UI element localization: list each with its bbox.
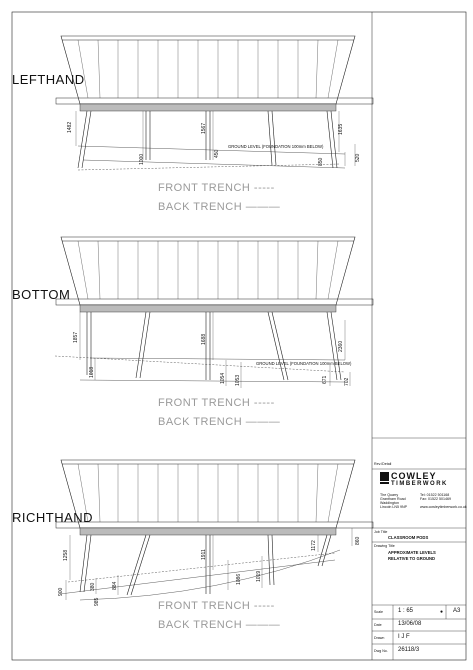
date-value: 13/06/08 (398, 621, 422, 627)
contact-line: Fax: 01522 501469 (420, 497, 451, 501)
scale-label: Scale (374, 610, 383, 614)
ground-level-line (90, 358, 345, 360)
date-label: Date (374, 623, 382, 627)
job-title-label: Job Title (374, 530, 388, 534)
dim-label: 1000 (139, 153, 145, 165)
dim-label: 1054 (220, 372, 226, 384)
dim-label: 1019 (256, 570, 262, 582)
dim-label: 1857 (73, 331, 79, 343)
dim-label: 900 (58, 587, 64, 596)
legend-back-trench: BACK TRENCH ——— (158, 416, 281, 428)
cladding-slats (78, 40, 338, 98)
dwg-value: 26118/3 (398, 647, 420, 653)
back-trench-line (80, 380, 345, 382)
legend-front-trench: FRONT TRENCH ----- (158, 397, 275, 409)
dim-label: 380 (90, 582, 96, 591)
dim-label: 1567 (201, 122, 207, 134)
dim-label: 1053 (235, 374, 241, 386)
dim-label: 520 (355, 153, 361, 162)
legend-back-trench: BACK TRENCH ——— (158, 201, 281, 213)
dimension-lines (66, 528, 352, 600)
pod-roof-outline (61, 36, 355, 104)
back-trench-line (83, 160, 345, 168)
cladding-slats (78, 464, 338, 522)
address-line: Lincoln LN5 9NP (380, 505, 407, 509)
dim-label: 2360 (338, 340, 344, 352)
dim-label: 1018 (89, 366, 95, 378)
dim-label: 1258 (63, 549, 69, 561)
dim-label: 1172 (311, 540, 317, 551)
support-legs (78, 111, 337, 168)
legend-front-trench: FRONT TRENCH ----- (158, 182, 275, 194)
pod-roof-outline (61, 237, 355, 305)
drawing-title-2: RELATIVE TO GROUND (388, 556, 436, 561)
dim-label: 1086 (236, 573, 242, 585)
dim-label: 1482 (67, 121, 73, 133)
dim-label: 985 (94, 597, 100, 606)
sheet-size-icon: ● (440, 609, 444, 615)
drawn-value: I J F (398, 634, 410, 640)
sheet-size-value: A3 (453, 608, 461, 614)
dim-label: 860 (355, 536, 361, 545)
dwg-label: Dwg No. (374, 649, 388, 653)
view-bottom (55, 237, 373, 388)
floor-deck (56, 299, 373, 305)
dim-label: 1688 (201, 333, 207, 345)
view-title-richthand: RICHTHAND (12, 510, 94, 525)
dim-label: 884 (112, 581, 118, 590)
drawing-title-1: APPROXIMATE LEVELS (388, 550, 436, 555)
ground-level-note: GROUND LEVEL (FOUNDATION 100mm BELOW) (256, 361, 352, 366)
support-legs (87, 312, 341, 380)
view-richthand (56, 460, 373, 606)
legend-back-trench: BACK TRENCH ——— (158, 619, 281, 631)
contact-line: www.cowleytimberwork.co.uk (420, 505, 467, 509)
rev-label: Rev./Detail (374, 462, 392, 466)
cladding-slats (78, 241, 338, 299)
cowley-logo (380, 472, 389, 484)
dim-label: 1635 (338, 123, 344, 135)
company-name: COWLEY (391, 471, 437, 481)
drawing-title-label: Drawing Title (374, 544, 395, 548)
job-title: CLASSROOM PODS (388, 535, 429, 540)
address-line: Grantham Road (380, 497, 406, 501)
dim-label: 850 (318, 157, 324, 166)
pod-roof-outline (61, 460, 355, 528)
dim-label: 1911 (201, 549, 207, 560)
address-line: Waddington (380, 501, 400, 505)
address-line: The Quarry (380, 493, 399, 497)
drawn-label: Drawn (374, 636, 385, 640)
front-trench-line (78, 164, 340, 170)
ground-level-line (60, 560, 335, 594)
dim-label: 450 (214, 149, 220, 158)
company-name-2: TIMBERWORK (391, 481, 448, 487)
view-title-bottom: BOTTOM (12, 287, 71, 302)
legend-front-trench: FRONT TRENCH ----- (158, 600, 275, 612)
dim-label: 702 (344, 377, 350, 386)
contact-line: Tel: 01522 501168 (420, 493, 450, 497)
floor-deck (56, 98, 373, 104)
view-title-lefthand: LEFTHAND (12, 72, 85, 87)
floor-deck (56, 522, 373, 528)
floor-joists (80, 305, 336, 312)
floor-joists (80, 104, 336, 111)
dimension-lines (80, 312, 350, 388)
view-lefthand (56, 36, 373, 170)
scale-value: 1 : 65 (398, 608, 414, 614)
floor-joists (80, 528, 336, 535)
ground-level-note: GROUND LEVEL (FOUNDATION 100mm BELOW) (228, 144, 324, 149)
dim-label: 671 (322, 375, 328, 384)
